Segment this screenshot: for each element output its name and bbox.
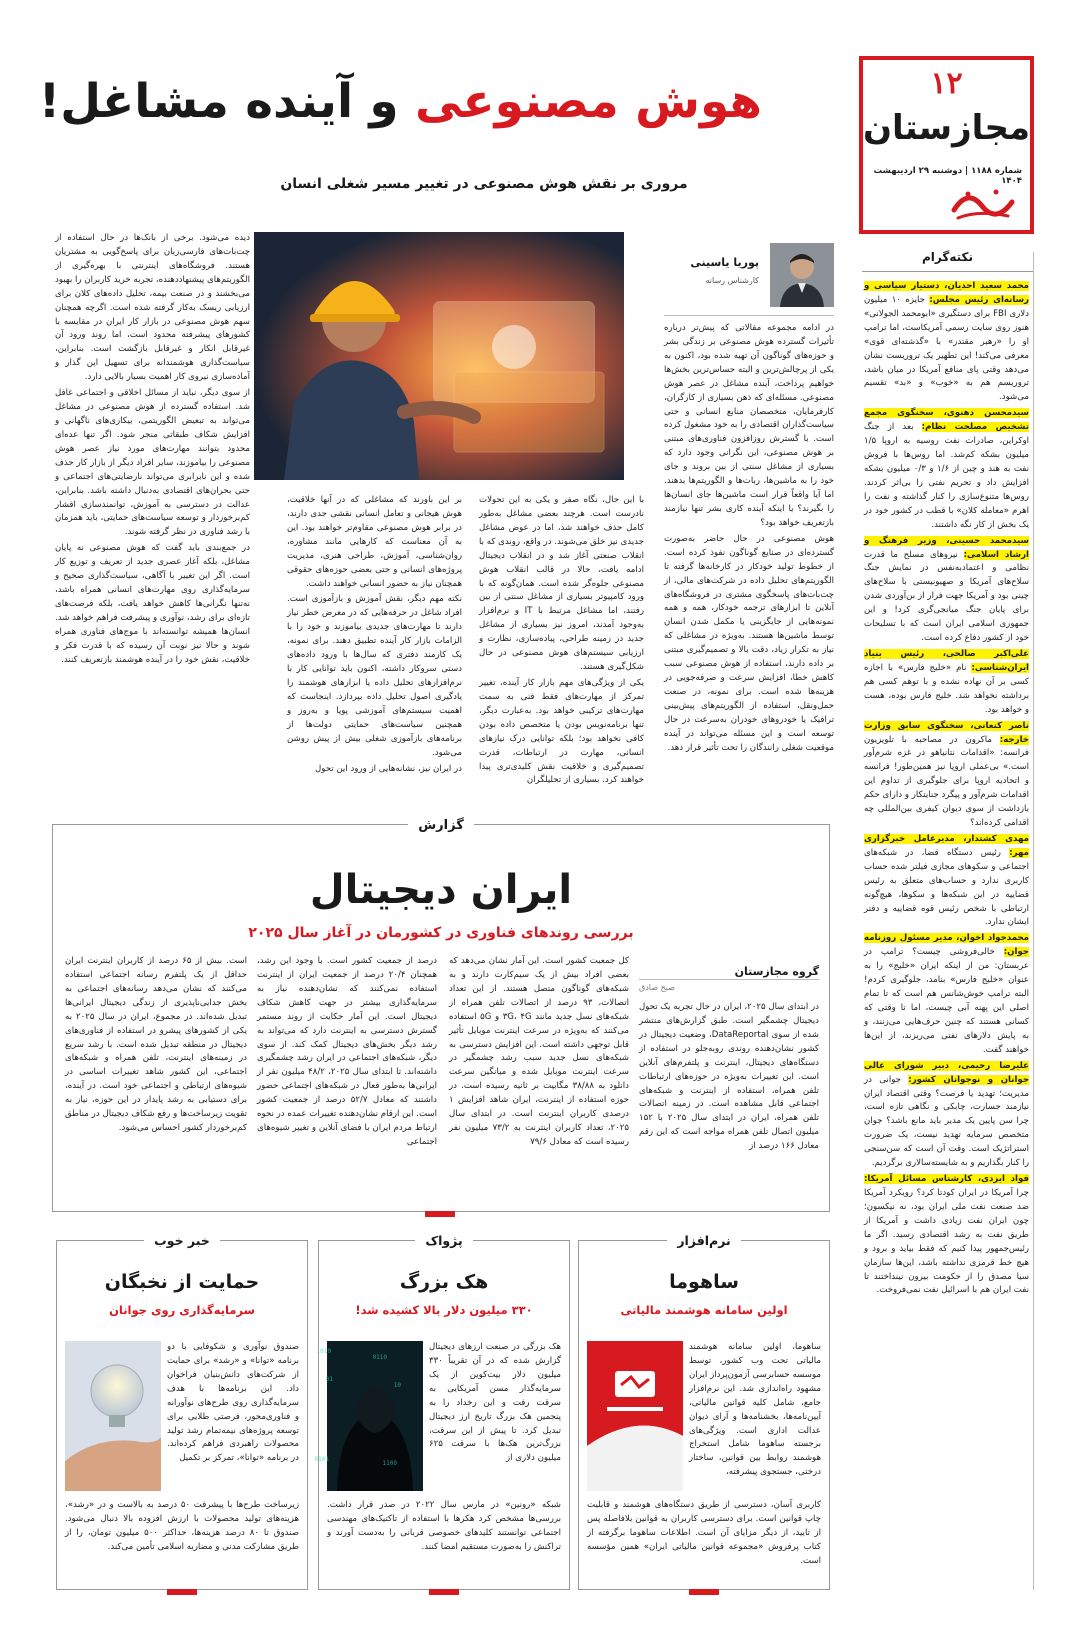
report-column-3: درصد از جمعیت کشور است. با وجود این رشد، همچنان ۲۰/۴ درصد از جمعیت ایران از اینترنت استفاده نمی‌کنند که نشان‌دهنده نیاز به سرمایه‌گذاری بیشتر در جهت کاهش شکاف دیجیتال است. این آمار حکایت از روند مستمر گسترش دسترسی به اینترنت دارد که می‌تواند به رشد دیگر بخش‌های دیجیتال کمک کند. از سوی دیگر، شبکه‌های اجتماعی در ایران رشد چشمگیری داشته‌اند. تا ابتدای سال ۲۰۲۵، ۴۸/۲ میلیون نفر از ایرانی‌ها به‌طور فعال در شبکه‌های اجتماعی حضور داشتند که معادل ۵۲/۷ درصد از جمعیت کشور است. این ارقام نشان‌دهنده تغییرات عمده در نحوه ارتباط مردم ایران با فضای آنلاین و تغییر شیوه‌های اجتماعی [257,956,437,1147]
quote-item: محمد سعید احدیان، دستیار سیاسی و رسانه‌ای رئیس مجلس: جایزه ۱۰ میلیون دلاری FBI برای دستگیری «ابومحمد الجولانی» هنوز روی سایت رسمی آمریکاست، اما ترامپ او را «رهبر مقتدر» با «گذشته‌ای قوی» معرفی می‌کند! این تطهیر یک تروریست نشان می‌دهد وقتی پای منافع آمریکا در میان باشد، تروریسم هم به «خوب» و «بد» تقسیم می‌شود. [864,281,1029,403]
report-group-divider [639,979,819,980]
report-column-1: در ابتدای سال ۲۰۲۵، ایران در حال تجربه یک تحول دیجیتال چشمگیر است. طبق گزارش‌های منتشر شده از سوی DataReportal، وضعیت دیجیتال در کشور نشان‌دهنده روندی رو‌به‌جلو در استفاده از دستگاه‌های دیجیتال، اینترنت و پلتفرم‌های آنلاین است. این تغییرات به‌ویژه در حوزه‌های ارتباطات تلفن همراه، استفاده از اینترنت و شبکه‌های اجتماعی قابل مشاهده است. در زمینه اتصالات تلفن همراه، ایران در ابتدای سال ۲۰۲۵ با ۱۵۲ میلیون اتصال تلفن همراه مواجه است که این رقم معادل ۱۶۶ درصد از [639,1002,819,1152]
report-group-sub: صبح صادق [639,983,675,992]
box-label: خبر خوب [57,1230,307,1249]
report-label: گزارش [53,814,829,833]
box-accent-marker [689,1589,719,1595]
author-name: پوریا یاسینی [690,256,759,269]
box-good-news [56,1233,308,1590]
lightbulb-hand-image [65,1341,161,1491]
box-echo [314,1233,570,1590]
quote-item: محمدجواد اخوان، مدیر مسئول روزنامه جوان: خالی‌فروشی چیست؟ ترامپ در عربستان: من از اینکه ایران «خلیج» را به عنوان «خلیج فارس» بنامد، جلوگیری کردم! البته ترامپ خوش‌شانس هم است که تا تمام اصلی این پهنه آبی چیست، اما تا وقتی که کسانی هستند که چنین حرف‌هایی می‌زنند، و به پایش دلارهای نفتی می‌ریزند، از این‌ها خواهند گفت. [864,933,1029,1055]
box-title: ساهوما [669,1271,739,1293]
box-software [578,1233,830,1590]
sidebar-body [862,272,1033,1298]
box-title: حمایت از نخبگان [104,1271,260,1293]
article-column-3: بر این باورند که مشاغلی که در آنها خلاقیت، هوش هیجانی و تعامل انسانی نقشی جدی دارند، در برابر هوش مصنوعی مقاوم‌تر خواهند بود. این به آن معناست که کارهایی مانند مشاوره، روان‌شناسی، آموزش، طراحی هنری، مدیریت پروژه‌های انسانی و حتی بعضی حوزه‌های حقوقی همچنان نیاز به حضور انسانی خواهند داشت. نکته مهم دیگر، نقش آموزش و بازآموزی است. افراد شاغل در حرفه‌هایی که در معرض خطر نیاز دارند تا مهارت‌های جدیدی بیاموزند و خود را با الزامات بازار کار آینده تطبیق دهند. برای نمونه، یک کارمند دفتری که سال‌ها با ورود داده‌های دستی سروکار داشته، اکنون باید توانایی کار با نرم‌افزارهای تحلیل داده یا ابزارهای هوشمند را یادگیری اصول تحلیل داده بپردازد. اینجاست که اهمیت سیستم‌های آموزشی پویا و به‌روز و همچنین سیاست‌های حمایتی دولت‌ها از برنامه‌های بازآموزی شغلی بیش از پیش روشن می‌شود. در ایران نیز، نشانه‌هایی از ورود این تحول [287,495,462,774]
box-label: پژواک [319,1230,569,1249]
sidebar-title: نکته‌گرام [862,252,1033,272]
svg-text:01: 01 [325,1376,333,1383]
svg-text:10: 10 [393,1382,401,1389]
author-photo [770,243,834,307]
author-role: کارشناس رسانه [705,276,759,285]
main-headline [38,74,762,130]
quote-item: علی‌اکبر صالحی، رئیس بنیاد ایران‌شناسی: نام «خلیج فارس» با اجازه کسی بر آن نهاده نشده و با توهم کسی هم برداشته نخواهد شد. خلیج فارس بوده، هست و خواهد بود. [864,648,1030,715]
box-subtitle: ۳۳۰ میلیون دلار بالا کشیده شد! [355,1303,533,1317]
headline-black-part: و آینده مشاغل! [38,74,399,129]
box-title: هک بزرگ [399,1271,489,1293]
section-name: مجازستان [863,108,1030,148]
issue-line: شماره ۱۱۸۸ | دوشنبه ۲۹ اردیبهشت ۱۴۰۴ [873,166,1022,186]
box-accent-marker [167,1589,197,1595]
article-column-4: دیده می‌شود. برخی از بانک‌ها در حال استفاده از چت‌بات‌های فارسی‌زبان برای پاسخ‌گویی به مشتریان هستند. فروشگاه‌های اینترنتی با بهره‌گیری از الگوریتم‌های پیشنهاددهنده، تجربه خرید کاربران را بهبود می‌بخشند و در صنعت بیمه، تحلیل داده‌های کلان برای ارزیابی ریسک به‌کار گرفته شده است. اگرچه همچنان سهم هوش مصنوعی در بازار کار ایران در مقایسه با کشورهای پیشرفته محدود است، اما روند ورود آن غیرقابل انکار و غیرقابل بازگشت است. بنابراین، سیاست‌گذاری هوشمندانه برای تسهیل این گذار و آماده‌سازی نیروی کار اهمیت بسیار بالایی دارد. از سوی دیگر، نباید از مسائل اخلاقی و اجتماعی غافل شد. استفاده گسترده از هوش مصنوعی در مشاغل می‌تواند به تبعیض الگوریتمی، بیکاری‌های ناگهانی و افزایش شکاف طبقاتی منجر شود. اگر تنها عده‌ای محدود بتوانند مهارت‌های مورد نیاز عصر هوش مصنوعی را بیاموزند، سایر افراد دیگر از بازار کار حذف شده و این نابرابری می‌تواند نارضایتی‌های اجتماعی و حتی بحران‌های اقتصادی به‌دنبال داشته باشد. بنابراین، عدالت در دسترسی به آموزش، توانمندسازی اقشار کم‌برخوردار و توسعه سیاست‌های حمایتی، باید همزمان با رشد فناوری در نظر گرفته شوند. در جمع‌بندی باید گفت که هوش مصنوعی نه پایان مشاغل، بلکه آغاز عصری جدید از تعریف و توزیع کار است. اگر این تغییر با آگاهی، سیاست‌گذاری صحیح و سرمایه‌گذاری روی مهارت‌های انسانی همراه باشد، نه‌تنها نگرانی‌ها کاهش خواهد یافت، بلکه فرصت‌های تازه‌ای برای رشد، نوآوری و پیشرفت فراهم خواهد شد. انسان‌ها همیشه توانسته‌اند با موج‌های فناوری همراه شوند و حالا نیز نوبت آن رسیده که با قدرت فکر و خلاقیت، نقش خود را در آینده هوشمند بازتعریف کنند. [55,233,250,665]
svg-text:0101: 0101 [314,1456,329,1463]
report-accent-marker [425,1211,455,1217]
hacker-image [314,1341,423,1491]
box-accent-marker [429,1589,459,1595]
report-box [52,818,830,1212]
report-column-2: کل جمعیت کشور است. این آمار نشان می‌دهد که بعضی افراد بیش از یک سیم‌کارت دارند و به شبکه‌های گوناگون متصل هستند. از این تعداد اتصالات، ۹۳ درصد از اتصالات تلفن همراه از شبکه‌های نسل جدید مانند ۳G، ۴G و ۵G استفاده می‌کنند که به‌ویژه در سرعت اینترنت موبایل تأثیر قابل توجهی داشته است. این افزایش دسترسی به شبکه‌های نسل جدید سبب رشد چشمگیر در سرعت اینترنت موبایل شده و میانگین سرعت دانلود به ۳۸/۸۸ مگابیت بر ثانیه رسیده است. در حوزه استفاده از اینترنت، ایران شاهد افزایش ۱ درصدی کاربران اینترنت است. در ابتدای سال ۲۰۲۵، تعداد کاربران اینترنت به ۷۳/۲ میلیون نفر رسیده است که معادل ۷۹/۶ [449,956,629,1147]
article-column-2: با این حال، نگاه صفر و یکی به این تحولات نادرست است. هرچند بعضی مشاغل به‌طور کامل حذف خواهند شد، اما در عوض مشاغل جدیدی نیز خلق می‌شوند. در واقع، روندی که با انقلاب صنعتی آغاز شد و در انقلاب دیجیتال ادامه یافت، حالا در قالب انقلاب هوش مصنوعی جلوه‌گر شده است. همان‌گونه که با ورود کامپیوتر بسیاری از مشاغل سنتی از بین رفتند، اما مشاغل مرتبط با IT و نرم‌افزار به‌وجود آمدند، امروز نیز بسیاری از مشاغل جدید در زمینه طراحی، پیاده‌سازی، نظارت و ارزیابی سیستم‌های هوش مصنوعی در حال شکل‌گیری هستند. یکی از ویژگی‌های مهم بازار کار آینده، تغییر تمرکز از مهارت‌های فقط فنی به سمت مهارت‌های ترکیبی خواهد بود. به‌عبارت دیگر، تنها برنامه‌نویس بودن یا متخصص داده بودن کافی نخواهد بود؛ بلکه توانایی درک نیازهای انسانی، مهارت در ارتباطات، قدرت تصمیم‌گیری و خلاقیت نقش کلیدی‌تری پیدا خواهند کرد. بسیاری از تحلیلگران [478,495,645,786]
box-text-1: صندوق نوآوری و شکوفایی با دو برنامه «توانا» و «رشد» برای حمایت از شرکت‌های دانش‌بنیان فراخوان داد. این برنامه‌ها با هدف سرمایه‌گذاری روی طرح‌های نوآورانه و فناوری‌محور، فرصتی طلایی برای توسعه پروژه‌های نیمه‌تمام رشد تولید محصولات راهبردی فراهم کرده‌اند. در برنامه «توانا»، تمرکز بر تکمیل [167,1342,299,1464]
quote-item: سیدمحمد حسینی، وزیر فرهنگ و ارشاد اسلامی: نیروهای مسلح ما قدرت نظامی و اعتمادبه‌نفس در نمایش جنگ سلاح‌های آمریکا و صهیونیستی با سلاح‌های چینی بود و آمریکا جهت فرار از بن‌آوردی شدن برای پایان جنگ میانجی‌گری کرد! و این جمهوری اسلامی ایران است که با تسلیحات خود از کشور دفاع کرده است. [864,535,1029,644]
quote-item: ناصر کنعانی، سخنگوی سابق وزارت خارجه: ماکرون در مصاحبه با تلویزیون فرانسه: «اقدامات نتانیاهو در غزه شرم‌آور است.» بی‌عملی اروپا نیز همین‌طور! فرانسه و اتحادیه اروپا برای جلوگیری از تداوم این اقدامات شرم‌آور و پیگرد جنایتکار و دارای حکم بازداشت از سوی دیوان کیفری بین‌المللی چه اقدامی کرده‌اند؟ [864,720,1029,829]
section-masthead [859,56,1034,234]
author-divider [664,315,834,316]
box-subtitle: سرمایه‌گذاری روی جوانان [109,1303,255,1317]
box-text-1: هک بزرگی در صنعت ارزهای دیجیتال گزارش شده که در آن تقریباً ۳۳۰ میلیون دلار بیت‌کوین از یک سرمایه‌گذار مسن آمریکایی به سرقت رفت و این رخداد را به پنجمین هک بزرگ تاریخ ارز دیجیتال تبدیل کرد. تا پیش از این سرقت، بزرگ‌ترین هک‌ها با سرقت ۶۲۵ میلیون دلاری از [429,1342,561,1464]
box-subtitle: اولین سامانه هوشمند مالیاتی [620,1303,788,1317]
report-subtitle: بررسی روندهای فناوری در کشورمان در آغاز سال ۲۰۲۵ [248,925,634,941]
headline-red-part: هوش مصنوعی [415,74,762,129]
report-column-4: است. بیش از ۶۵ درصد از کاربران اینترنت ایران حداقل از یک پلتفرم رسانه اجتماعی استفاده می‌کنند که نشان می‌دهد رسانه‌های اجتماعی به بخش جدایی‌ناپذیری از زندگی دیجیتال ایرانی‌ها تبدیل شده‌اند. در مجموع، ایران در سال ۲۰۲۵ به یکی از کشورهای پیشرو در استفاده از فناوری‌های دیجیتال در منطقه تبدیل شده است. با رشد سریع در زمینه‌های اینترنت، تلفن همراه و شبکه‌های اجتماعی، این کشور شاهد تغییرات اساسی در شیوه‌های ارتباطی و اجتماعی خود است. در آینده، برای دستیابی به رشد پایدار در این حوزه، نیاز به تقویت زیرساخت‌ها و رفع شکاف دیجیتال در مناطق کم‌برخوردار کشور احساس می‌شود. [65,956,248,1134]
sidebar-noktegram [862,252,1034,1590]
ai-worker-image [254,232,624,480]
newspaper-logo [948,180,1018,224]
page-number: ۱۲ [930,66,963,101]
svg-text:0110: 0110 [372,1354,387,1361]
quote-item: فواد ایزدی، کارشناس مسائل آمریکا: چرا آمریکا در ایران کودتا کرد؟ رویکرد آمریکا ضد صنعت نفت ملی ایران بود، نه نیکسون؛ چون ایران نفت زیادی داشت و آمریکا از طریق نفت به رشد اقتصادی رسید. اگر ما رئیس‌جمهور پیدا کنیم که فقط بیاید و برود و هیچ خط قرمزی نداشته باشد، این‌ها سازمان سیا مصدق را از حکومت بیرون نینداختند تا نفت ایران هم با اسرائیل نفت نمی‌فروخت. [864,1174,1029,1296]
box-label: نرم‌افزار [579,1230,829,1249]
sahuma-book-image [587,1341,683,1491]
box-text-2: کاربری آسان، دسترسی از طریق دستگاه‌های هوشمند و قابلیت چاپ قوانین است. برای دسترسی کاربران به قوانین بلافاصله پس از تایید، از دیگر مزایای آن است. اطلاعات ساهوما برگرفته از کتاب پرفروش «مجموعه قوانین مالیاتی ایران» همین مؤسسه است. [587,1500,821,1566]
svg-text:1100: 1100 [382,1460,397,1467]
quote-item: مهدی کشتدار، مدیرعامل خبرگزاری مهر: رئیس دستگاه قضا، در شبکه‌های اجتماعی و سکوهای مجازی فیلتر شده حساب کاربری ندارد و حساب‌های متعلق به رئیس قضاییه در این شبکه‌ها و سکوها، هیچ‌گونه ارتباطی با شخص رئیس قوه قضاییه و دفتر ایشان ندارد. [864,833,1029,928]
article-column-1: در ادامه مجموعه مقالاتی که پیش‌تر درباره تأثیرات گسترده هوش مصنوعی بر زندگی بشر و حوزه‌های گوناگون آن تهیه شده بود، اکنون به یکی از پرچالش‌ترین و البته حساس‌ترین بخش‌ها خواهیم پرداخت، آینده مشاغل در عصر هوش مصنوعی. مسئله‌ای که ذهن بسیاری از کارگران، کارفرمایان، متخصصان منابع انسانی و حتی سیاست‌گذاران اقتصادی را به خود مشغول کرده است. با گسترش روزافزون فناوری‌های مبتنی بر هوش مصنوعی، این نگرانی وجود دارد که بسیاری از مشاغل سنتی از بین بروند و جای خود را به ماشین‌ها، ربات‌ها و الگوریتم‌ها بدهند. اما آیا واقعاً قرار است ماشین‌ها جای انسان‌ها را بگیرند؟ یا اینکه آینده کاری بشر تنها نیازمند بازتعریف خواهد بود؟ هوش مصنوعی در حال حاضر به‌صورت گسترده‌ای در صنایع گوناگون نفوذ کرده است. از خطوط تولید خودکار در کارخانه‌ها گرفته تا الگوریتم‌های تحلیل داده در شرکت‌های مالی، از چت‌بات‌های پاسخگوی مشتری در فروشگاه‌های آنلاین تا ابزارهای ترجمه خودکار، همه و همه نمونه‌هایی از جایگزینی یا مکمل شدن انسان توسط ماشین‌ها هستند. به‌ویژه در مشاغلی که نیاز به تکرار زیاد، دقت بالا و تصمیم‌گیری مبتنی بر داده دارند، استفاده از هوش مصنوعی سبب کاهش خطا، افزایش سرعت و صرفه‌جویی در هزینه‌ها شده است. برای نمونه، در صنعت حمل‌ونقل، استفاده از الگوریتم‌های پیش‌بینی ترافیک یا خودروهای خودران به‌سرعت در حال توسعه است و این مسئله می‌تواند در آینده موقعیت شغلی رانندگان را تحت تأثیر قرار دهد. [664,323,834,753]
quote-item: علیرضا رحیمی، دبیر شورای عالی جوانان و نوجوانان کشور: جوانی در مدیریت؛ تهدید یا فرصت؟ وقتی اقتصاد ایران نیازمند جسارت، چابکی و نگاهی تازه است، چرا سن پایین یک مدیر باید مانع باشد؟ جوان متخصص سرمایه تهدید نیست، یک ضرورت استراتژیک است. وقت آن است که سن‌سنجی را کنار بگذاریم و به شایسته‌سالاری برگردیم. [864,1060,1030,1169]
report-title: ایران دیجیتال [309,867,573,913]
main-subhead: مروری بر نقش هوش مصنوعی در تغییر مسیر شغلی انسان [280,176,688,192]
report-group: گروه مجازستان [734,965,819,978]
box-text-1: ساهوما، اولین سامانه هوشمند مالیاتی تحت وب کشور، توسط موسسه حسابرسی آزمون‌پرداز ایران مشهود راه‌اندازی شد. این نرم‌افزار جامع، شامل کلیه قوانین مالیاتی، آیین‌نامه‌ها، بخشنامه‌ها و آرای دیوان عدالت اداری است. ویژگی‌های برجسته ساهوما شامل استخراج هوشمند روابط بین قوانین، ساختار درختی، جستجوی پیشرفته، [689,1342,821,1478]
svg-text:1010: 1010 [316,1348,331,1355]
box-text-2: زیرساخت طرح‌ها با پیشرفت ۵۰ درصد به بالاست و در «رشد»، هزینه‌های تولید محصولات با ارزش افزوده بالا دنبال می‌شود. صندوق تا ۸۰ درصد هزینه‌ها، حداکثر ۵۰۰ میلیون تومان، را از طریق مشارکت مدنی و مضاربه اسلامی تأمین می‌کند. [65,1500,299,1552]
quote-item: سیدمحسن دهنوی، سخنگوی مجمع تشخیص مصلحت نظام: بعد از جنگ اوکراین، صادرات نفت روسیه به اروپا ۱/۵ میلیون بشکه کم‌شد. اما روس‌ها با فروش نفت به هند و چین از ۱/۶ و ۰/۳ میلیون بشکه افزایش داد و تحریم نفتی را بی‌اثر کردند. روس‌ها متنوع‌سازی را کنار گذاشته و نفت را اهرم «معامله کلان» با قطب در کشور خود در یک بخش از کار نگه داشتند. [864,408,1030,530]
box-text-2: شبکه «رونین» در مارس سال ۲۰۲۲ در صدر قرار داشت. بررسی‌ها مشخص کرد هکرها با استفاده از تاکتیک‌های مهندسی اجتماعی توانستند کلیدهای خصوصی قربانی را به‌دست آورند و تراکنش را به‌صورت مستقیم امضا کنند. [327,1500,561,1552]
